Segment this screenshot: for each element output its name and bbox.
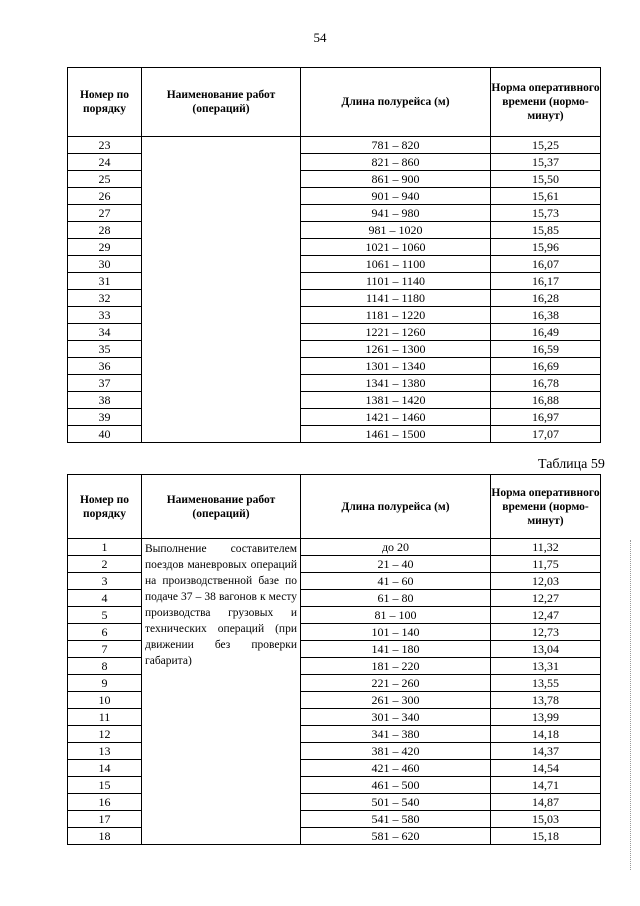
norm-cell: 11,32 (491, 539, 601, 556)
row-number-cell: 33 (68, 307, 142, 324)
row-number-cell: 38 (68, 392, 142, 409)
length-cell: 141 – 180 (301, 641, 491, 658)
table-row (68, 539, 601, 556)
norm-cell: 12,27 (491, 590, 601, 607)
row-number-cell: 24 (68, 154, 142, 171)
row-number-cell: 3 (68, 573, 142, 590)
column-header-operation: Наименование работ (операций) (142, 475, 301, 539)
length-cell: 1421 – 1460 (301, 409, 491, 426)
row-number-cell: 32 (68, 290, 142, 307)
column-header-operation: Наименование работ (операций) (142, 68, 301, 137)
norm-cell: 14,54 (491, 760, 601, 777)
norm-cell: 15,37 (491, 154, 601, 171)
norm-cell: 16,78 (491, 375, 601, 392)
table-caption: Таблица 59 (538, 457, 605, 472)
column-header-number: Номер по порядку (68, 68, 142, 137)
norm-cell: 15,03 (491, 811, 601, 828)
norm-cell: 14,18 (491, 726, 601, 743)
row-number-cell: 23 (68, 137, 142, 154)
row-number-cell: 31 (68, 273, 142, 290)
norm-cell: 15,85 (491, 222, 601, 239)
norm-cell: 14,71 (491, 777, 601, 794)
row-number-cell: 25 (68, 171, 142, 188)
row-number-cell: 6 (68, 624, 142, 641)
length-cell: 301 – 340 (301, 709, 491, 726)
row-number-cell: 28 (68, 222, 142, 239)
row-number-cell: 15 (68, 777, 142, 794)
length-cell: 501 – 540 (301, 794, 491, 811)
length-cell: 821 – 860 (301, 154, 491, 171)
operation-description-cell: Выполнение составителем поездов маневровых операций на производственной базе по подаче 37 – 38 вагонов к месту производства грузовых и технических операций (при движении без проверки габарита) (142, 539, 301, 845)
row-number-cell: 29 (68, 239, 142, 256)
norm-cell: 12,73 (491, 624, 601, 641)
length-cell: 581 – 620 (301, 828, 491, 845)
length-cell: 221 – 260 (301, 675, 491, 692)
norm-cell: 16,88 (491, 392, 601, 409)
norm-cell: 12,47 (491, 607, 601, 624)
row-number-cell: 36 (68, 358, 142, 375)
column-header-length: Длина полурейса (м) (301, 475, 491, 539)
norm-cell: 16,17 (491, 273, 601, 290)
row-number-cell: 5 (68, 607, 142, 624)
norm-cell: 15,50 (491, 171, 601, 188)
row-number-cell: 9 (68, 675, 142, 692)
norm-cell: 12,03 (491, 573, 601, 590)
length-cell: 1461 – 1500 (301, 426, 491, 443)
norm-cell: 15,18 (491, 828, 601, 845)
norm-cell: 14,87 (491, 794, 601, 811)
norm-cell: 15,96 (491, 239, 601, 256)
column-header-number: Номер по порядку (68, 475, 142, 539)
column-header-norm: Норма оперативного времени (нормо-минут) (491, 68, 601, 137)
length-cell: 1261 – 1300 (301, 341, 491, 358)
length-cell: 941 – 980 (301, 205, 491, 222)
length-cell: 81 – 100 (301, 607, 491, 624)
norm-cell: 16,07 (491, 256, 601, 273)
norm-cell: 16,59 (491, 341, 601, 358)
row-number-cell: 34 (68, 324, 142, 341)
length-cell: 1341 – 1380 (301, 375, 491, 392)
length-cell: 341 – 380 (301, 726, 491, 743)
norm-cell: 13,04 (491, 641, 601, 658)
row-number-cell: 39 (68, 409, 142, 426)
row-number-cell: 26 (68, 188, 142, 205)
length-cell: 1181 – 1220 (301, 307, 491, 324)
row-number-cell: 27 (68, 205, 142, 222)
row-number-cell: 18 (68, 828, 142, 845)
norm-cell: 15,73 (491, 205, 601, 222)
norm-cell: 16,28 (491, 290, 601, 307)
length-cell: 61 – 80 (301, 590, 491, 607)
row-number-cell: 30 (68, 256, 142, 273)
norm-cell: 15,25 (491, 137, 601, 154)
length-cell: 781 – 820 (301, 137, 491, 154)
norms-table-59 (67, 474, 601, 845)
row-number-cell: 13 (68, 743, 142, 760)
operation-description-cell (142, 137, 301, 443)
length-cell: 101 – 140 (301, 624, 491, 641)
norm-cell: 16,97 (491, 409, 601, 426)
norm-cell: 13,78 (491, 692, 601, 709)
column-header-norm: Норма оперативного времени (нормо-минут) (491, 475, 601, 539)
row-number-cell: 2 (68, 556, 142, 573)
norm-cell: 13,31 (491, 658, 601, 675)
row-number-cell: 12 (68, 726, 142, 743)
row-number-cell: 1 (68, 539, 142, 556)
page-number: 54 (313, 30, 327, 45)
length-cell: 261 – 300 (301, 692, 491, 709)
scan-edge-line (630, 540, 631, 870)
length-cell: 1021 – 1060 (301, 239, 491, 256)
norm-cell: 16,49 (491, 324, 601, 341)
norm-cell: 13,55 (491, 675, 601, 692)
norm-cell: 13,99 (491, 709, 601, 726)
row-number-cell: 11 (68, 709, 142, 726)
length-cell: 461 – 500 (301, 777, 491, 794)
row-number-cell: 14 (68, 760, 142, 777)
table-row (68, 137, 601, 154)
length-cell: 861 – 900 (301, 171, 491, 188)
length-cell: 901 – 940 (301, 188, 491, 205)
length-cell: 421 – 460 (301, 760, 491, 777)
length-cell: 981 – 1020 (301, 222, 491, 239)
table-header-row (68, 68, 601, 137)
norm-cell: 14,37 (491, 743, 601, 760)
length-cell: 21 – 40 (301, 556, 491, 573)
length-cell: 1381 – 1420 (301, 392, 491, 409)
norm-cell: 11,75 (491, 556, 601, 573)
table-header-row (68, 475, 601, 539)
length-cell: до 20 (301, 539, 491, 556)
length-cell: 41 – 60 (301, 573, 491, 590)
length-cell: 1301 – 1340 (301, 358, 491, 375)
norm-cell: 17,07 (491, 426, 601, 443)
row-number-cell: 7 (68, 641, 142, 658)
length-cell: 1141 – 1180 (301, 290, 491, 307)
row-number-cell: 4 (68, 590, 142, 607)
length-cell: 1061 – 1100 (301, 256, 491, 273)
norm-cell: 16,69 (491, 358, 601, 375)
length-cell: 1221 – 1260 (301, 324, 491, 341)
norms-table-continued (67, 67, 601, 443)
length-cell: 1101 – 1140 (301, 273, 491, 290)
length-cell: 381 – 420 (301, 743, 491, 760)
row-number-cell: 40 (68, 426, 142, 443)
row-number-cell: 10 (68, 692, 142, 709)
length-cell: 181 – 220 (301, 658, 491, 675)
row-number-cell: 35 (68, 341, 142, 358)
row-number-cell: 17 (68, 811, 142, 828)
length-cell: 541 – 580 (301, 811, 491, 828)
norm-cell: 15,61 (491, 188, 601, 205)
row-number-cell: 16 (68, 794, 142, 811)
column-header-length: Длина полурейса (м) (301, 68, 491, 137)
row-number-cell: 37 (68, 375, 142, 392)
row-number-cell: 8 (68, 658, 142, 675)
norm-cell: 16,38 (491, 307, 601, 324)
